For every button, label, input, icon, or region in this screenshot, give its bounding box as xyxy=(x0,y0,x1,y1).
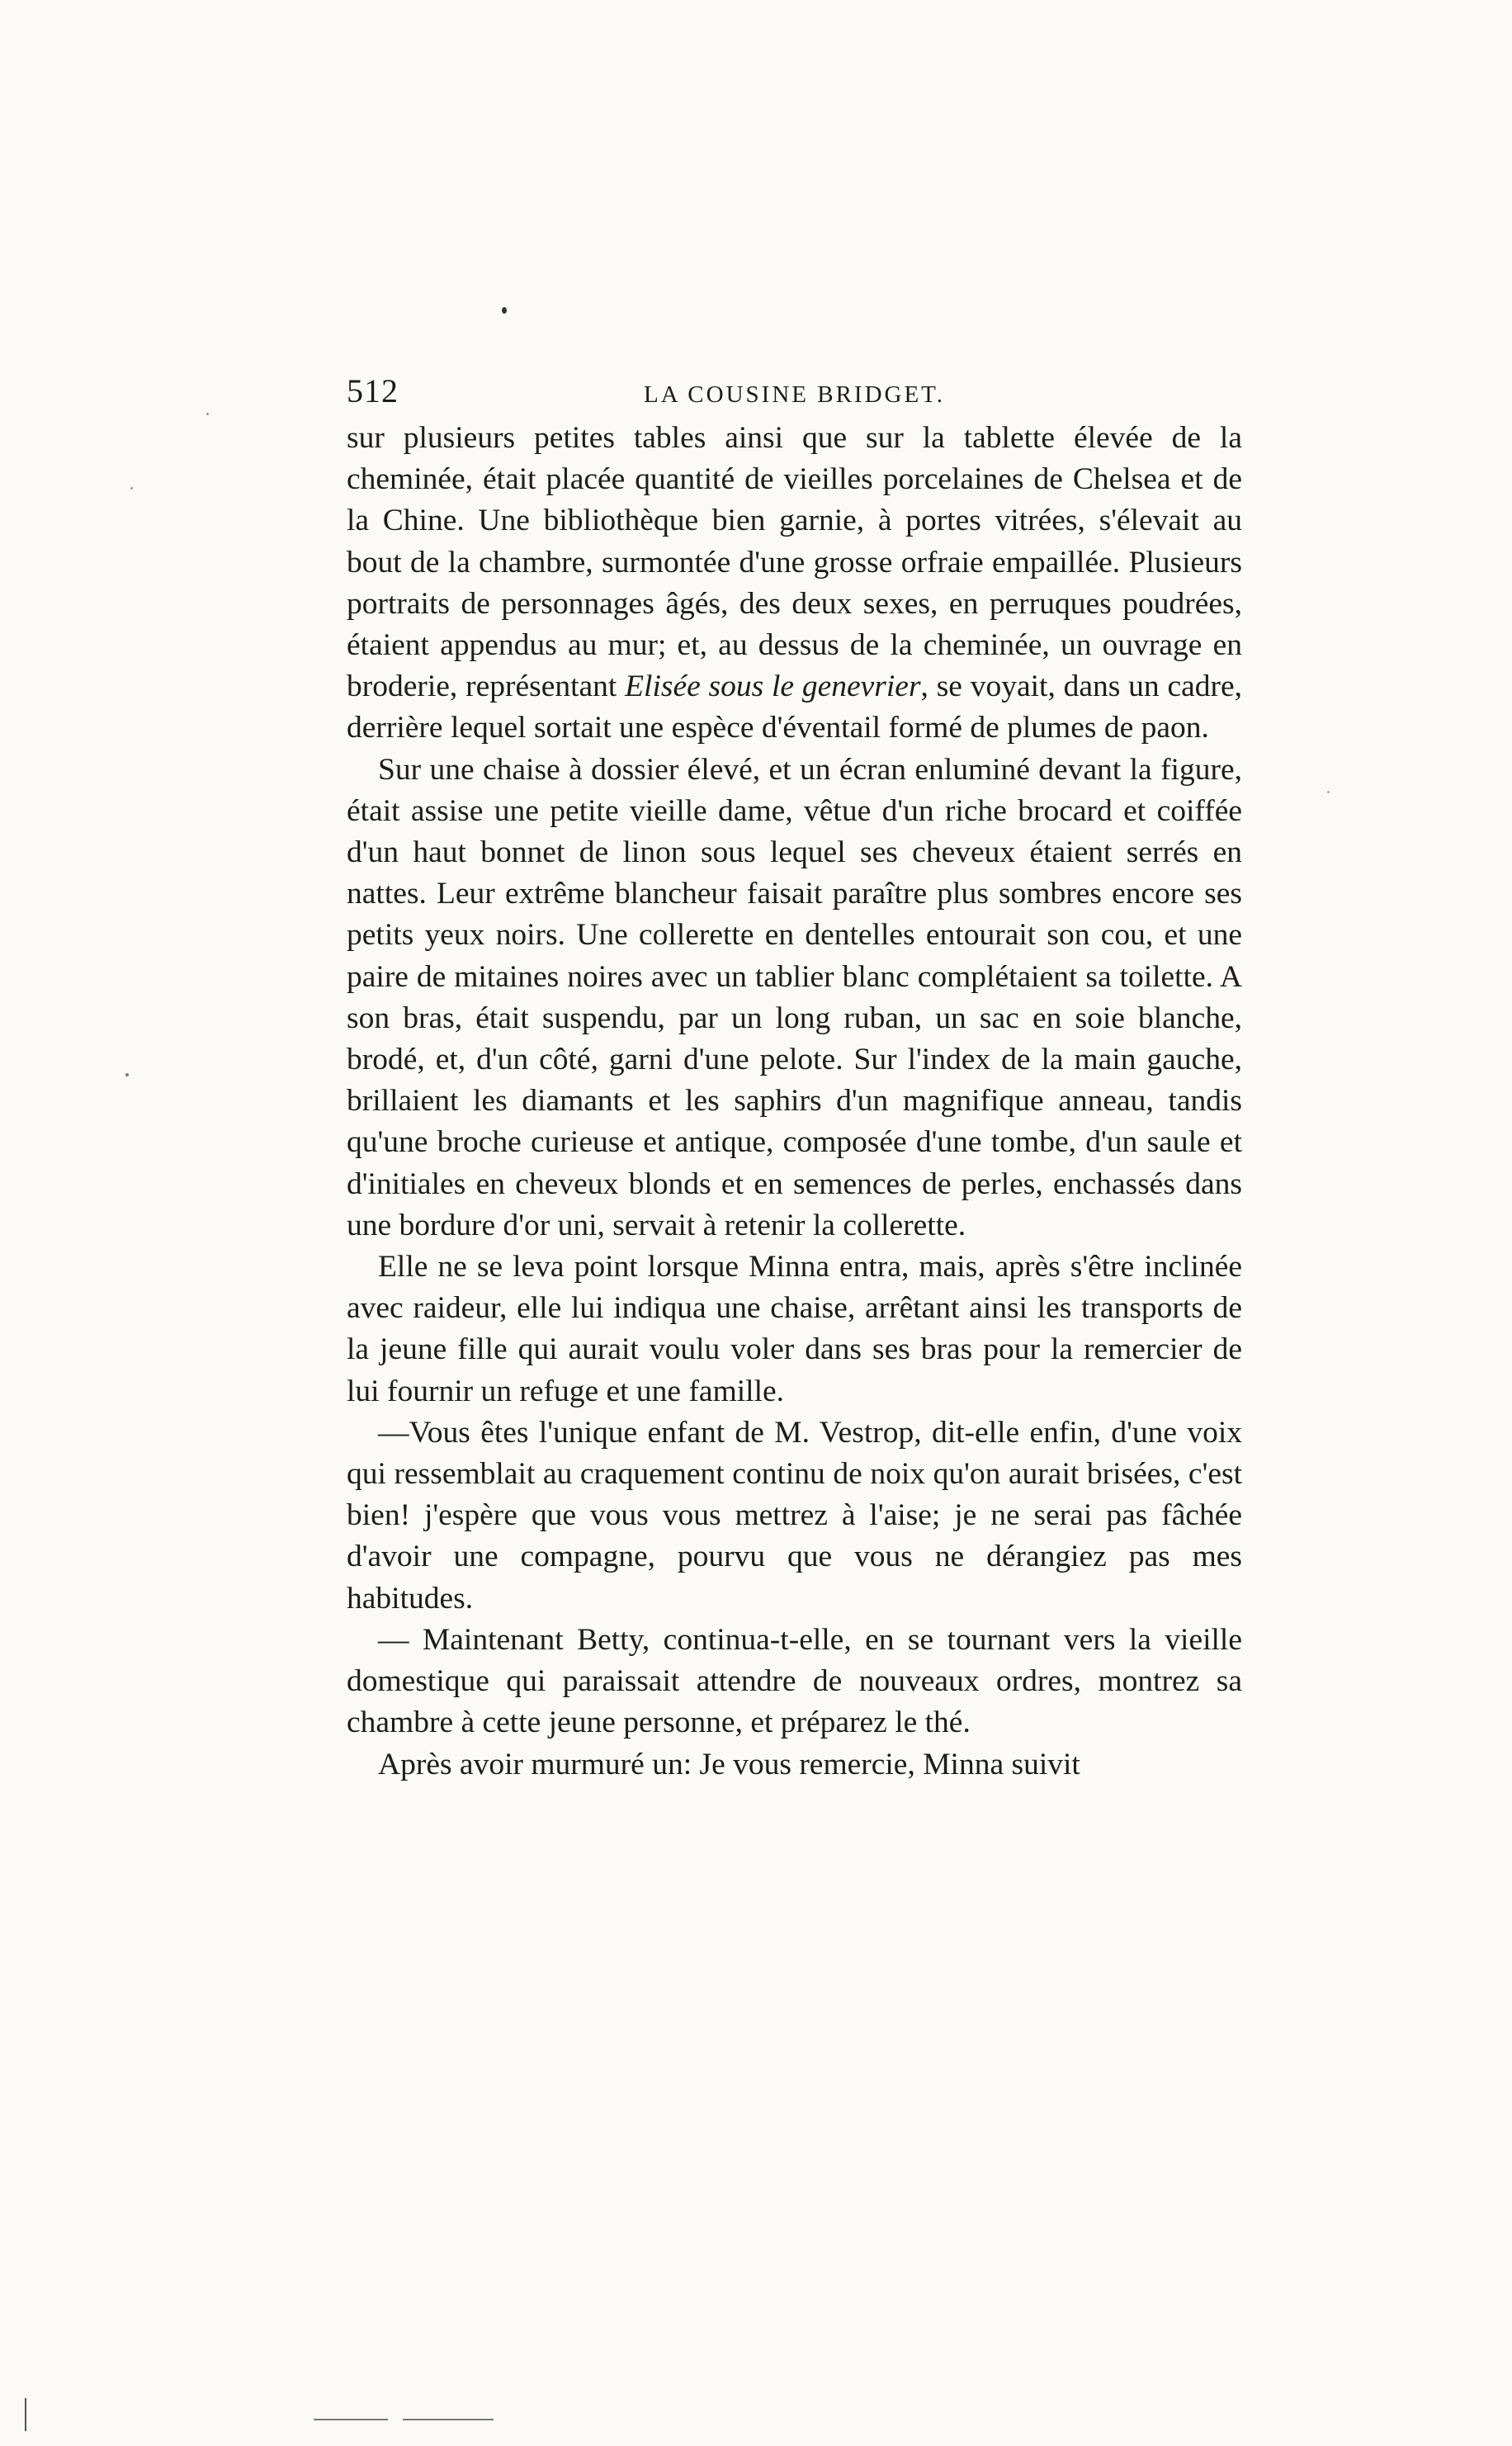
page-number: 512 xyxy=(347,372,399,409)
paragraph: —Vous êtes l'unique enfant de M. Vestrop, dit-elle enfin, d'une voix qui ressemblait au craquement continu de noix qu'on aurait brisées, c'est bien! j'espère que vous vous mettrez à l'aise; je ne serai pas fâchée d'avoir une compagne, pourvu que vous ne dérangiez pas mes habitudes. xyxy=(347,1415,1242,1616)
edge-mark xyxy=(25,2398,26,2431)
paragraph-text: sur plusieurs petites tables ainsi que sur la tablette élevée de la cheminée, était placée quantité de vieilles porcelaines de Chelsea et de la Chine. Une bibliothèque bien garnie, à portes vitrées, s'élevait au bout de la chambre, surmontée d'une grosse orfraie empaillée. Plusieurs portraits de personnages âgés, des deux sexes, en perruques poudrées, étaient appendus au mur; et, au dessus de la cheminée, un ouvrage en broderie, représentant xyxy=(347,421,1242,704)
paragraph: Sur une chaise à dossier élevé, et un écran enluminé devant la figure, était assise une petite vieille dame, vêtue d'un riche brocard et coiffée d'un haut bonnet de linon sous lequel ses cheveux étaient serrés en nattes. Leur extrême blancheur faisait paraître plus sombres encore ses petits yeux noirs. Une collerette en dentelles entourait son cou, et une paire de mitaines noires avec un tablier blanc complétaient sa toilette. A son bras, était suspendu, par un long ruban, un sac en soie blanche, brodé, et, d'un côté, garni d'une pelote. Sur l'index de la main gauche, brillaient les diamants et les saphirs d'un magnifique anneau, tandis qu'une broche curieuse et antique, composée d'une tombe, d'un saule et d'initiales en cheveux blonds et en semences de perles, enchassés dans une bordure d'or uni, servait à retenir la collerette. xyxy=(347,752,1242,1242)
ink-speck xyxy=(130,487,133,490)
ink-speck xyxy=(502,307,507,314)
page-header xyxy=(347,368,1242,414)
rule-mark xyxy=(314,2419,388,2420)
paragraph: — Maintenant Betty, continua-t-elle, en se tournant vers la vieille domestique qui paraissait attendre de nouveaux ordres, montrez sa chambre à cette jeune personne, et préparez le thé. xyxy=(347,1622,1242,1740)
paragraph: Elle ne se leva point lorsque Minna entra, mais, après s'être inclinée avec raideur, elle lui indiqua une chaise, arrêtant ainsi les transports de la jeune fille qui aurait voulu voler dans ses bras pour la remercier de lui fournir un refuge et une famille. xyxy=(347,1250,1242,1408)
artwork-title: Elisée sous le genevrier xyxy=(625,669,921,704)
paragraph-text: , se voyait, dans un cadre, derrière lequel sortait une espèce d'éventail formé de plumes de paon. xyxy=(347,669,1242,745)
rule-mark xyxy=(403,2419,494,2420)
paragraph xyxy=(347,418,1242,750)
paragraph: Après avoir murmuré un: Je vous remercie, Minna suivit xyxy=(378,1747,1080,1781)
body-text xyxy=(347,418,1242,1786)
ink-speck xyxy=(125,1073,129,1076)
footer-rule-marks xyxy=(314,2419,495,2424)
running-title: LA COUSINE BRIDGET. xyxy=(644,381,945,408)
ink-speck xyxy=(1327,791,1330,793)
ink-speck xyxy=(206,413,209,415)
